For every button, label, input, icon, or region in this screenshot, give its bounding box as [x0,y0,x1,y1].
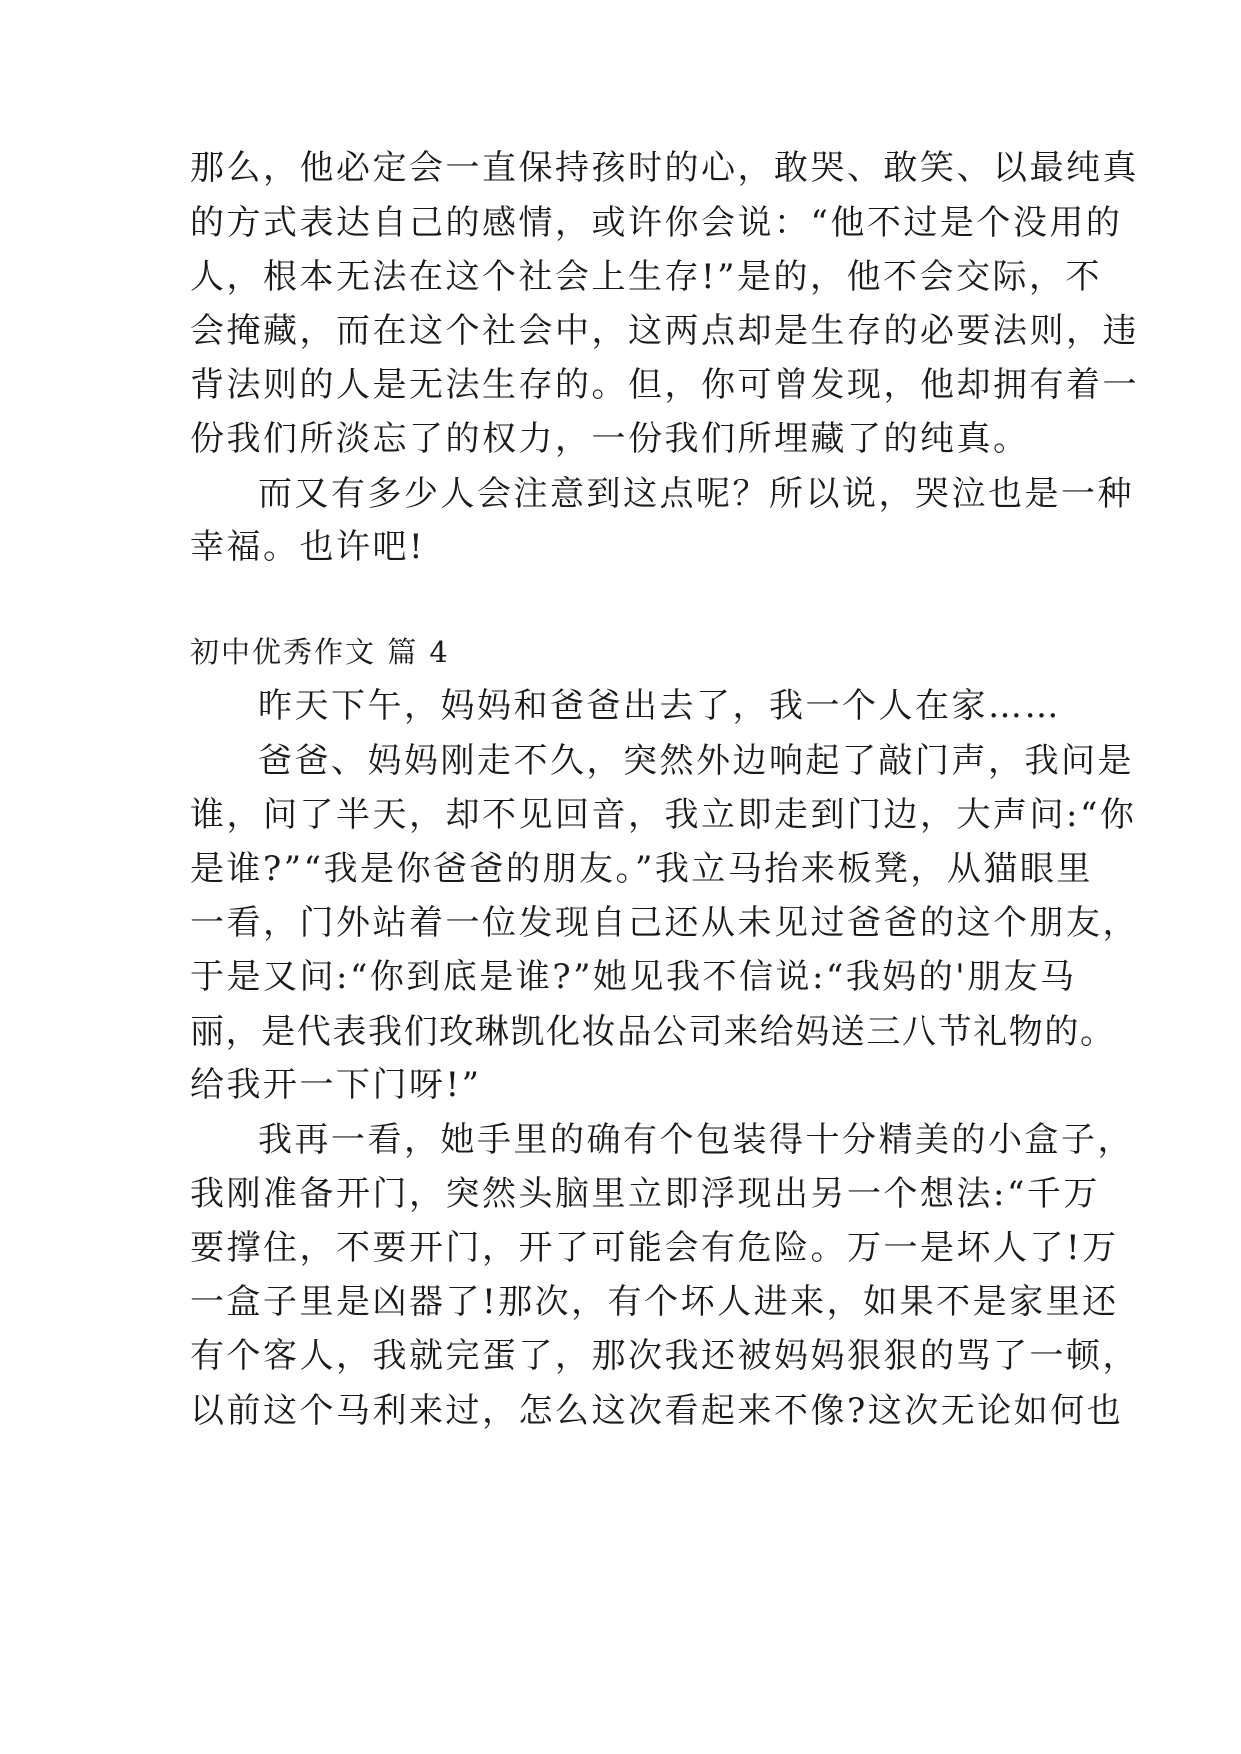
paragraph-line: 而又有多少人会注意到这点呢？所以说，哭泣也是一种 [258,474,1134,514]
paragraph-line: 昨天下午，妈妈和爸爸出去了，我一个人在家…… [258,686,1061,726]
paragraph-line: 会掩藏，而在这个社会中，这两点却是生存的必要法则，违 [190,311,1139,351]
section-heading: 初中优秀作文 篇 4 [190,635,450,669]
paragraph-line: 丽，是代表我们玫琳凯化妆品公司来给妈送三八节礼物的。 [190,1012,1116,1052]
paragraph-line: 一看，门外站着一位发现自己还从未见过爸爸的这个朋友， [190,903,1139,943]
paragraph-line: 有个客人，我就完蛋了，那次我还被妈妈狠狠的骂了一顿， [190,1336,1139,1376]
paragraph-line: 是谁?”“我是你爸爸的朋友。”我立马抬来板凳，从猫眼里 [190,849,1093,889]
paragraph-line: 谁，问了半天，却不见回音，我立即走到门边，大声问:“你 [190,795,1137,835]
paragraph-line: 人，根本无法在这个社会上生存!”是的，他不会交际，不 [190,257,1103,297]
paragraph-line: 幸福。也许吧! [190,527,426,567]
paragraph-line: 以前这个马利来过，怎么这次看起来不像?这次无论如何也 [190,1391,1124,1431]
paragraph-line: 背法则的人是无法生存的。但，你可曾发现，他却拥有着一 [190,365,1139,405]
paragraph-line: 的方式表达自己的感情，或许你会说：“他不过是个没用的 [190,203,1123,243]
paragraph-line: 要撑住，不要开门，开了可能会有危险。万一是坏人了!万 [190,1228,1119,1268]
paragraph-line: 于是又问:“你到底是谁?”她见我不信说:“我妈的'朋友马 [190,957,1077,997]
paragraph-line: 份我们所淡忘了的权力，一份我们所埋藏了的纯真。 [190,419,1030,459]
paragraph-line: 爸爸、妈妈刚走不久，突然外边响起了敲门声，我问是 [258,741,1134,781]
paragraph-line: 我刚准备开门，突然头脑里立即浮现出另一个想法:“千万 [190,1174,1100,1214]
paragraph-line: 我再一看，她手里的确有个包装得十分精美的小盒子， [258,1120,1134,1160]
paragraph-line: 一盒子里是凶器了!那次，有个坏人进来，如果不是家里还 [190,1282,1119,1322]
paragraph-line: 给我开一下门呀!” [190,1065,482,1105]
paragraph-line: 那么，他必定会一直保持孩时的心，敢哭、敢笑、以最纯真 [190,148,1139,188]
